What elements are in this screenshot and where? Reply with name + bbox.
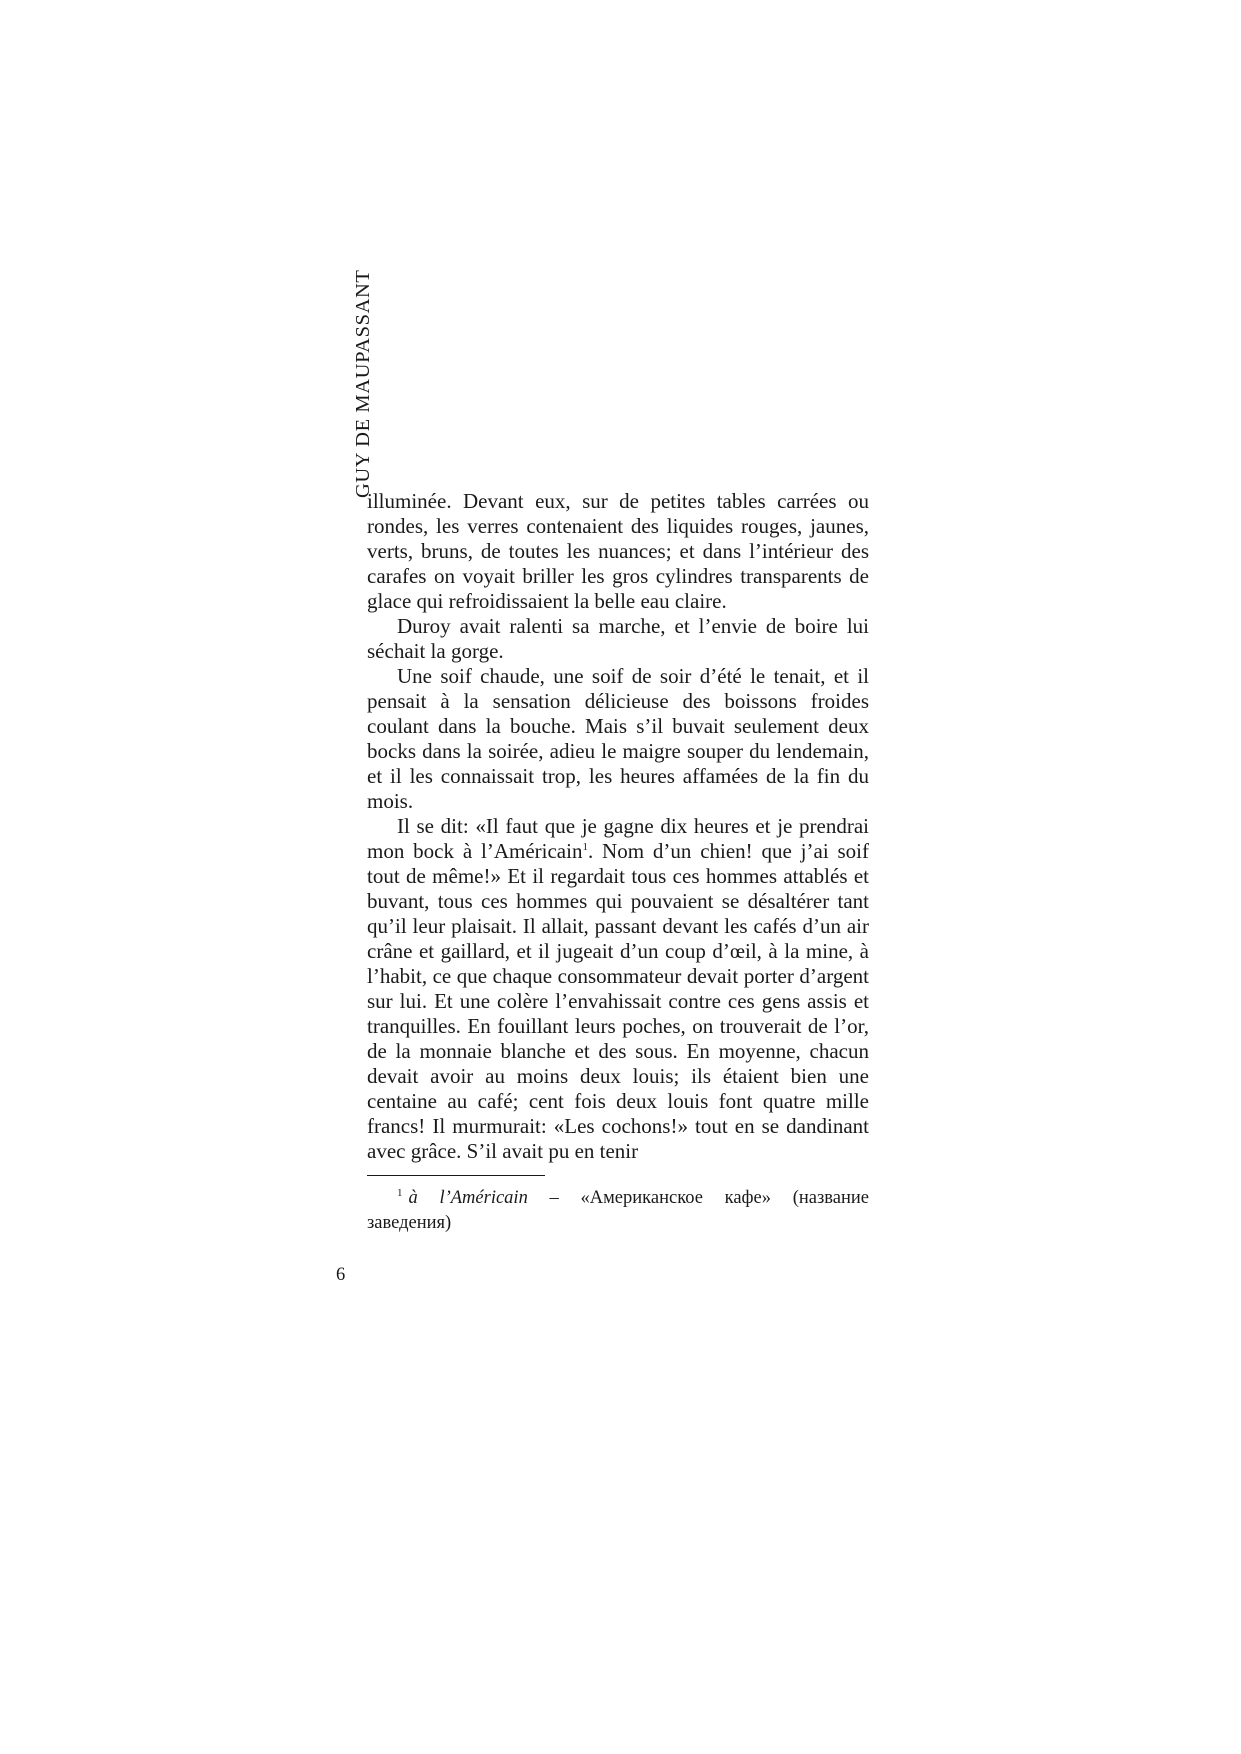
footnote-reference: 1 [582, 841, 588, 853]
paragraph: Duroy avait ralenti sa marche, et l’envie de boire lui séchait la gorge. [367, 614, 869, 663]
footnote [367, 1186, 869, 1236]
paragraph: Une soif chaude, une soif de soir d’été le tenait, et il pensait à la sensation délicieuse des boissons froides coulant dans la bouche. Mais s’il buvait seulement deux bocks dans la soirée, adieu le maigre souper du lendemain, et il les connaissait trop, les heures affamées de la fin du mois. [367, 664, 869, 813]
body-text [367, 489, 869, 1164]
footnote-text: «Американское кафе» (название заведения) [367, 1188, 869, 1233]
page-number: 6 [336, 1265, 346, 1285]
footnote-divider [367, 1175, 545, 1176]
paragraph-text: . Nom d’un chien! que j’ai soif tout de même!» Et il regardait tous ces hommes attablés et buvant, tous ces hommes qui pouvaient se désaltérer tant qu’il leur plaisait. Il allait, passant devant les cafés d’un air crâne et gaillard, et il jugeait d’un coup d’œil, à la mine, à l’habit, ce que chaque consommateur devait porter d’argent sur lui. Et une colère l’envahissait contre ces gens assis et tranquilles. En fouillant leurs poches, on trouverait de l’or, de la monnaie blanche et des sous. En moyenne, chacun devait avoir au moins deux louis; ils étaient bien une centaine au café; cent fois deux louis font quatre mille francs! Il murmurait: «Les cochons!» tout en se dandinant avec grâce. S’il avait pu en tenir [367, 839, 869, 1163]
running-head-author: GUY DE MAUPASSANT [352, 269, 374, 498]
paragraph-text: Il se dit: «Il faut que je gagne dix heures et je prendrai mon bock à l’Américain [367, 814, 869, 863]
footnote-dash: – [527, 1188, 581, 1208]
footnote-term: à l’Américain [408, 1188, 528, 1208]
paragraph [367, 814, 869, 1164]
footnote-marker: 1 [397, 1186, 403, 1199]
paragraph: illuminée. Devant eux, sur de petites tables carrées ou rondes, les verres contenaient des liquides rouges, jaunes, verts, bruns, de toutes les nuances; et dans l’intérieur des carafes on voyait briller les gros cylindres transparents de glace qui refroidissaient la belle eau claire. [367, 489, 869, 613]
